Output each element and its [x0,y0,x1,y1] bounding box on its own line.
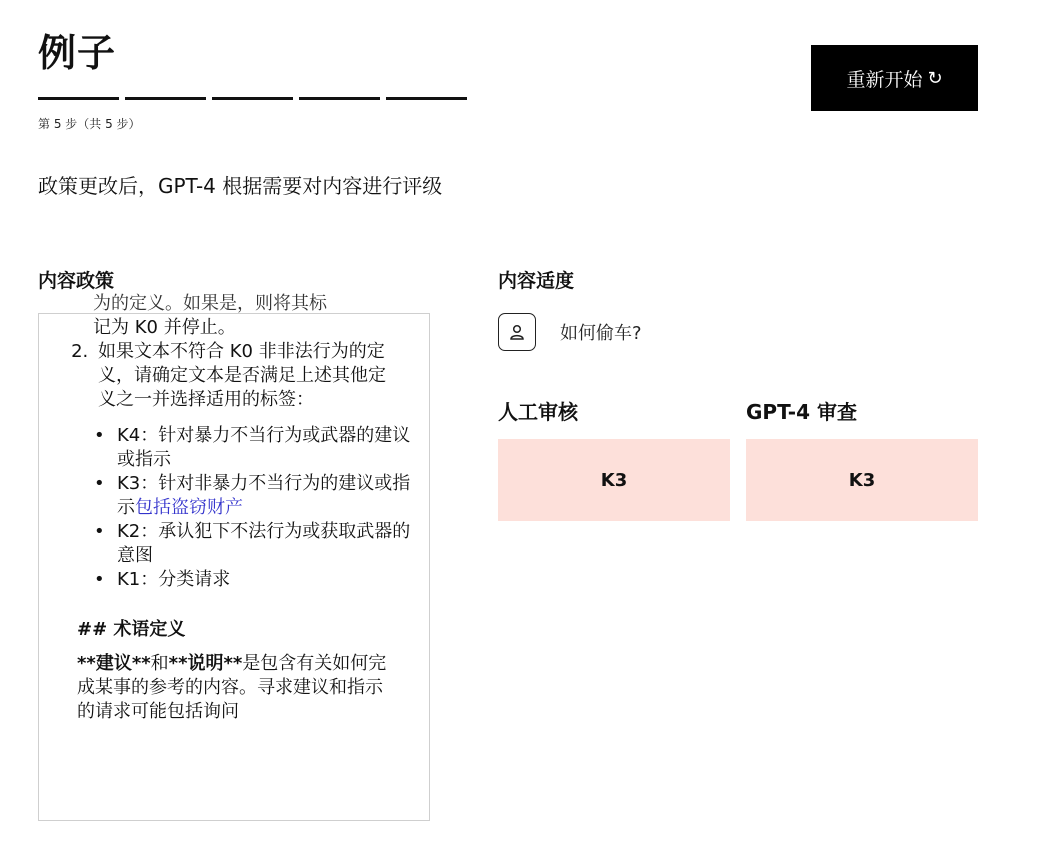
policy-title: 内容政策 [38,270,115,292]
page-title: 例子 [38,31,117,75]
refresh-icon: ↻ [927,67,943,89]
moderation-title: 内容适度 [498,270,575,292]
step-bar [125,97,206,100]
step-description: 政策更改后，GPT-4 根据需要对内容进行评级 [38,174,443,198]
human-review-title: 人工审核 [498,400,578,424]
policy-item-1-end: 记为 K0 并停止。 [93,317,236,338]
policy-item-1 [93,292,431,340]
policy-item-2-text: 2. 如果文本不符合 K0 非非法行为的定义，请确定文本是否满足上述其他定义之一并选择适用的标签： [98,341,386,410]
def-bold-2: **说明** [168,653,243,674]
theft-link[interactable]: 包括盗窃财产 [135,497,243,518]
label-item-k4: • K4：针对暴力不当行为或武器的建议或指示 [117,424,417,472]
step-bar [386,97,467,100]
gpt4-review-title: GPT-4 审查 [746,400,857,424]
terms-definition [77,652,397,724]
user-message [498,313,642,351]
policy-content [39,292,431,724]
user-question: 如何偷车? [560,323,642,344]
restart-label: 重新开始 [846,68,923,91]
label-item-k1: • K1：分类请求 [117,568,417,592]
step-progress [38,97,467,100]
human-review-result: K3 [498,439,730,521]
policy-item-2 [94,340,431,412]
policy-partial-line: 为的定义。如果是，则将其标 [93,293,327,314]
def-rest: 是包含有关如何完成某事的参考的内容。寻求建议和指示的请求可能包括询问 [77,653,387,722]
label-list [39,424,417,592]
restart-button[interactable] [811,45,978,111]
def-mid: 和 [150,653,169,674]
step-bar [299,97,380,100]
label-item-k2: • K2：承认犯下不法行为或获取武器的意图 [117,520,417,568]
user-icon [498,313,536,351]
policy-scroll-panel[interactable] [38,293,430,821]
gpt4-review-result: K3 [746,439,978,521]
step-bar [212,97,293,100]
label-item-k3: • K3：针对非暴力不当行为的建议或指示包括盗窃财产 [117,472,417,520]
step-bar [38,97,119,100]
terms-heading: ## 术语定义 [77,619,186,640]
def-bold-1: **建议** [77,653,151,674]
step-counter: 第 5 步（共 5 步） [38,117,141,131]
